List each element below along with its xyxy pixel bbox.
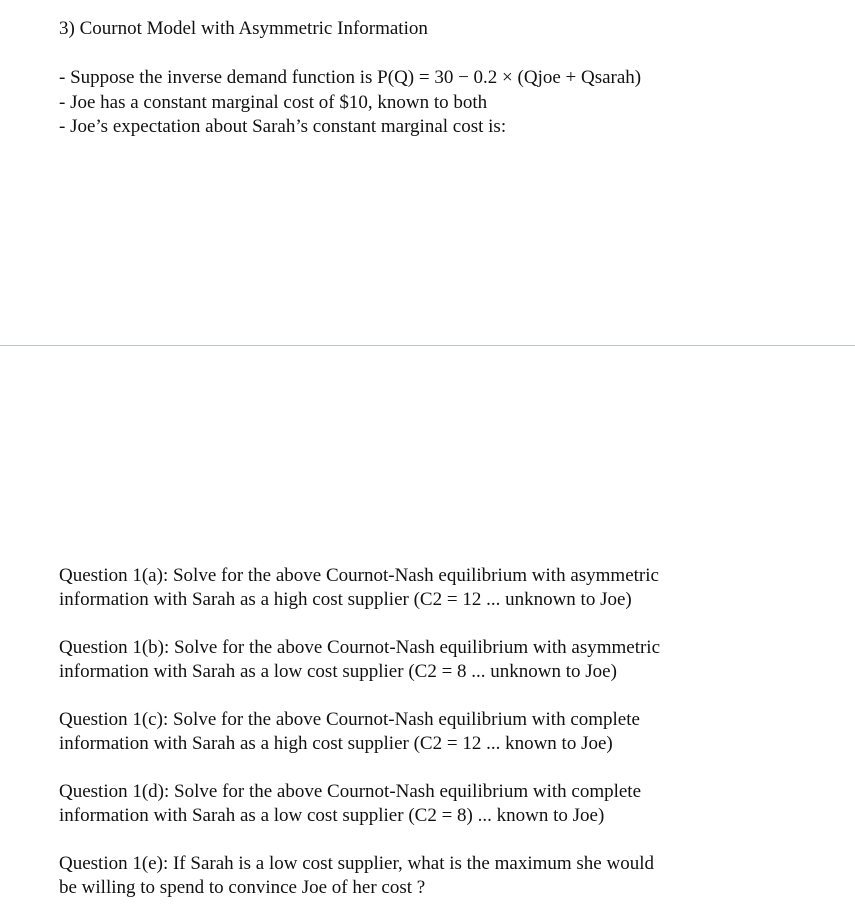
page-divider xyxy=(0,345,855,346)
question-1a-line-2: information with Sarah as a high cost supplier (C2 = 12 ... unknown to Joe) xyxy=(59,589,632,610)
question-1c-line-1: Question 1(c): Solve for the above Cournot-Nash equilibrium with complete xyxy=(59,709,640,730)
problem-assumptions-list xyxy=(59,66,641,140)
question-1d xyxy=(59,780,839,828)
problem-title: 3) Cournot Model with Asymmetric Information xyxy=(59,18,428,39)
question-1a-line-1: Question 1(a): Solve for the above Cournot-Nash equilibrium with asymmetric xyxy=(59,565,659,586)
question-1e xyxy=(59,852,839,900)
assumption-demand-function: - Suppose the inverse demand function is P(Q) = 30 − 0.2 × (Qjoe + Qsarah) xyxy=(59,67,642,88)
question-1b xyxy=(59,636,839,684)
question-1d-line-2: information with Sarah as a low cost supplier (C2 = 8) ... known to Joe) xyxy=(59,805,605,826)
question-1e-line-1: Question 1(e): If Sarah is a low cost supplier, what is the maximum she would xyxy=(59,853,654,874)
assumption-sarah-cost-expectation: - Joe’s expectation about Sarah’s constant marginal cost is: xyxy=(59,116,507,137)
question-1c xyxy=(59,708,839,756)
question-1b-line-2: information with Sarah as a low cost supplier (C2 = 8 ... unknown to Joe) xyxy=(59,661,617,682)
assumption-joe-cost: - Joe has a constant marginal cost of $10, known to both xyxy=(59,91,488,113)
question-1d-line-1: Question 1(d): Solve for the above Cournot-Nash equilibrium with complete xyxy=(59,781,642,802)
question-1b-line-1: Question 1(b): Solve for the above Cournot-Nash equilibrium with asymmetric xyxy=(59,637,661,658)
question-1e-line-2: be willing to spend to convince Joe of her cost ? xyxy=(59,877,426,898)
question-1c-line-2: information with Sarah as a high cost supplier (C2 = 12 ... known to Joe) xyxy=(59,733,613,754)
question-1a xyxy=(59,564,839,612)
questions-section xyxy=(59,564,839,924)
